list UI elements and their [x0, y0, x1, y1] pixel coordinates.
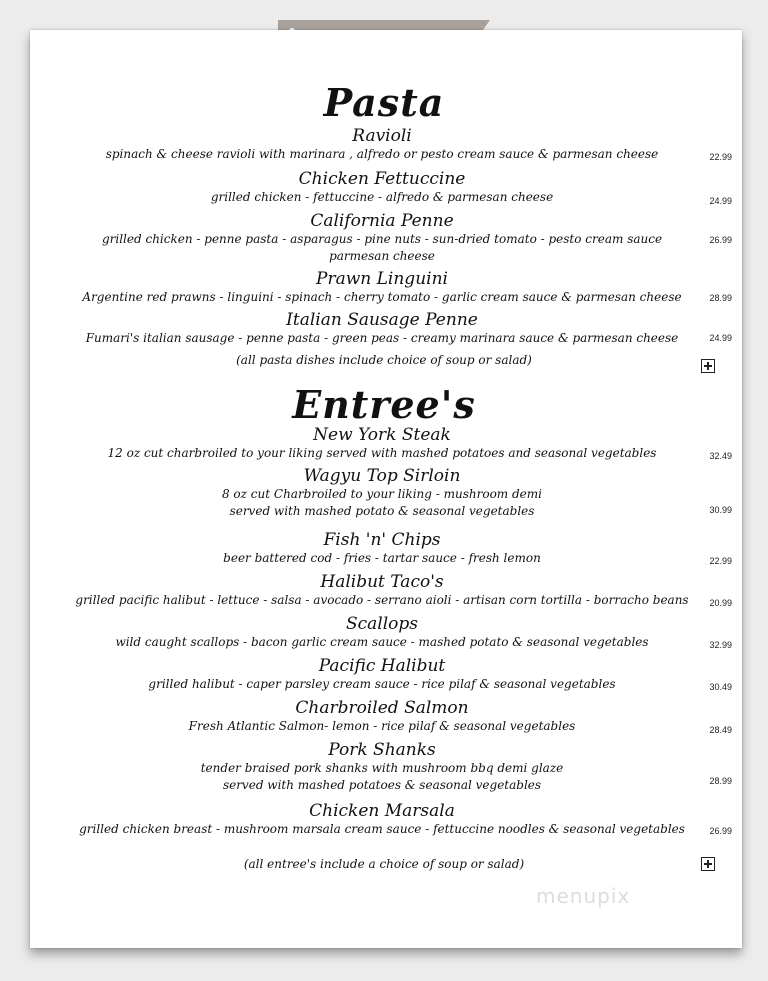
item-name: Pacific Halibut [318, 656, 446, 676]
item-price: 22.99 [709, 556, 732, 566]
item-price: 24.99 [709, 333, 732, 343]
menu-item [60, 269, 704, 306]
item-price: 32.49 [709, 451, 732, 461]
item-price: 24.99 [709, 196, 732, 206]
item-price: 26.99 [709, 826, 732, 836]
item-name: California Penne [310, 211, 454, 231]
expand-entrees-button[interactable] [701, 857, 715, 871]
item-description: wild caught scallops - bacon garlic cream sauce - mashed potato & seasonal vegetables [115, 635, 649, 649]
item-price: 30.99 [709, 505, 732, 515]
item-name: Wagyu Top Sirloin [303, 466, 461, 486]
item-description: grilled chicken breast - mushroom marsala cream sauce - fettuccine noodles & seasonal vegetables [79, 822, 685, 836]
item-price: 20.99 [709, 598, 732, 608]
item-price: 28.99 [709, 776, 732, 786]
item-description: Fumari's italian sausage - penne pasta - green peas - creamy marinara sauce & parmesan cheese [85, 331, 679, 345]
entrees-note: (all entree's include a choice of soup or salad) [243, 857, 525, 871]
menu-item [60, 656, 704, 693]
item-price: 26.99 [709, 235, 732, 245]
menu-item [60, 466, 704, 520]
expand-pasta-button[interactable] [701, 359, 715, 373]
item-name: Pork Shanks [328, 740, 436, 760]
item-description: grilled pacific halibut - lettuce - salsa - avocado - serrano aioli - artisan corn tortilla - borracho beans [75, 593, 689, 607]
menu-item [60, 698, 704, 735]
menu-item [60, 801, 704, 838]
item-name: Prawn Linguini [316, 269, 448, 289]
item-description-line2: parmesan cheese [329, 249, 435, 263]
item-description-line2: served with mashed potato & seasonal vegetables [229, 504, 535, 518]
pasta-note: (all pasta dishes include choice of soup or salad) [236, 353, 532, 367]
menu-item [60, 740, 704, 794]
item-description: beer battered cod - fries - tartar sauce - fresh lemon [223, 551, 541, 565]
menu-item [60, 530, 704, 567]
menu-item [60, 425, 704, 462]
item-description: spinach & cheese ravioli with marinara , alfredo or pesto cream sauce & parmesan cheese [105, 147, 659, 161]
item-description: 8 oz cut Charbroiled to your liking - mushroom demi [221, 487, 542, 501]
item-description: grilled halibut - caper parsley cream sauce - rice pilaf & seasonal vegetables [148, 677, 616, 691]
item-name: Scallops [345, 614, 419, 634]
item-description: 12 oz cut charbroiled to your liking served with mashed potatoes and seasonal vegetables [107, 446, 657, 460]
item-name: New York Steak [313, 425, 451, 445]
item-name: Fish 'n' Chips [323, 530, 441, 550]
menu-item [60, 169, 704, 206]
item-name: Chicken Marsala [309, 801, 455, 821]
item-price: 22.99 [709, 152, 732, 162]
item-price: 28.49 [709, 725, 732, 735]
item-description: Argentine red prawns - linguini - spinach - cherry tomato - garlic cream sauce & parmesan cheese [82, 290, 682, 304]
item-name: Ravioli [352, 126, 412, 146]
menu-item [60, 126, 704, 163]
menupix-watermark: menupix [536, 884, 631, 908]
menu-item [60, 310, 704, 347]
item-price: 32.99 [709, 640, 732, 650]
item-price: 30.49 [709, 682, 732, 692]
menu-item [60, 614, 704, 651]
item-description: grilled chicken - fettuccine - alfredo & parmesan cheese [210, 190, 554, 204]
item-description: tender braised pork shanks with mushroom bbq demi glaze [200, 761, 564, 775]
item-description-line2: served with mashed potatoes & seasonal vegetables [222, 778, 542, 792]
pasta-section-title: Pasta [323, 80, 445, 125]
item-name: Charbroiled Salmon [295, 698, 469, 718]
item-description: Fresh Atlantic Salmon- lemon - rice pilaf & seasonal vegetables [188, 719, 576, 733]
item-price: 28.99 [709, 293, 732, 303]
entrees-section-title: Entree's [292, 382, 476, 427]
menu-item [60, 572, 704, 609]
menu-item [60, 211, 704, 265]
item-description: grilled chicken - penne pasta - asparagus - pine nuts - sun-dried tomato - pesto cream sauce [101, 232, 663, 246]
item-name: Chicken Fettuccine [298, 169, 466, 189]
item-name: Halibut Taco's [320, 572, 444, 592]
item-name: Italian Sausage Penne [286, 310, 478, 330]
